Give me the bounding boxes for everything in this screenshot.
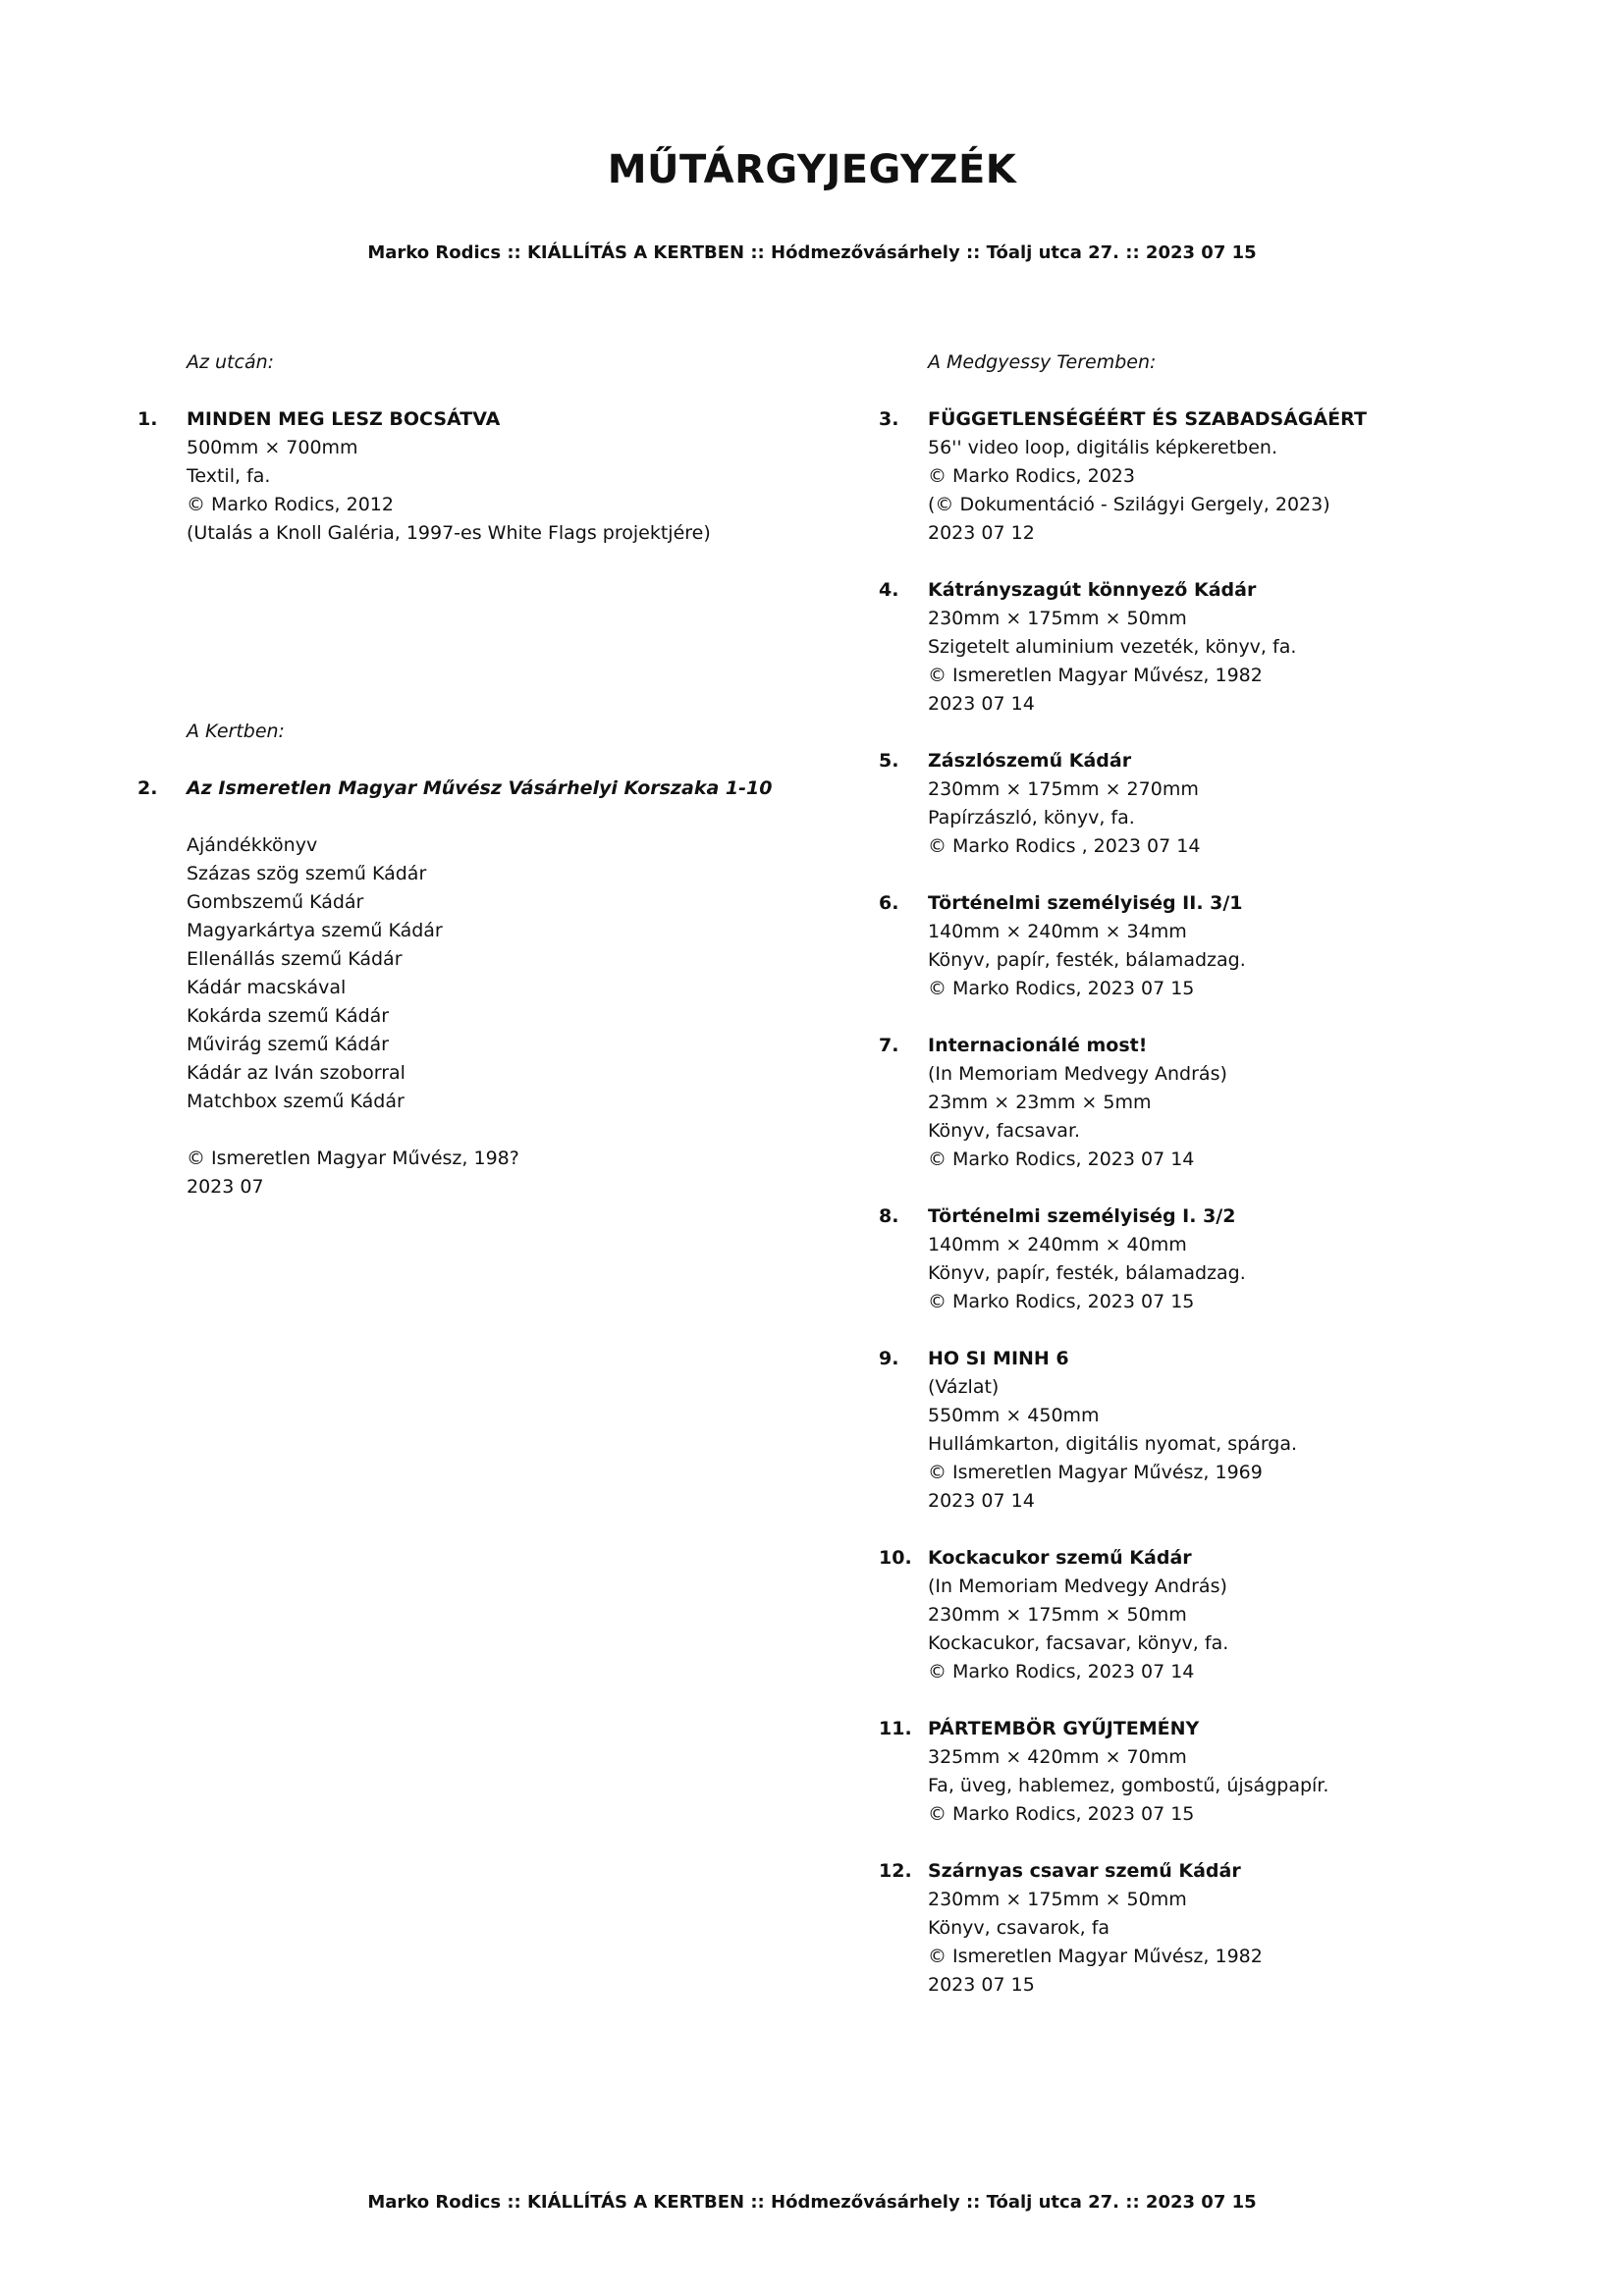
item-detail: Fa, üveg, hablemez, gombostű, újságpapír.	[928, 1775, 1329, 1796]
item-title: Történelmi személyiség II. 3/1	[928, 892, 1243, 914]
page-header: Marko Rodics :: KIÁLLÍTÁS A KERTBEN :: Hódmezővásárhely :: Tóalj utca 27. :: 2023 07 15	[367, 242, 1257, 263]
artwork-item	[879, 1857, 1527, 2000]
item-detail: © Marko Rodics, 2023 07 15	[928, 1291, 1195, 1312]
item-detail: 550mm × 450mm	[928, 1405, 1100, 1426]
item-detail: 2023 07 14	[928, 693, 1035, 715]
item-title: Internacionálé most!	[928, 1035, 1148, 1056]
item-detail: Hullámkarton, digitális nyomat, spárga.	[928, 1433, 1298, 1455]
item-detail: © Marko Rodics , 2023 07 14	[928, 835, 1201, 857]
item-detail: 230mm × 175mm × 50mm	[928, 608, 1187, 629]
item-number: 4.	[879, 579, 899, 601]
item-detail: © Marko Rodics, 2023 07 15	[928, 1803, 1195, 1825]
item-detail: (Vázlat)	[928, 1376, 1000, 1398]
item-detail: © Marko Rodics, 2023 07 15	[928, 978, 1195, 999]
item-number: 5.	[879, 750, 899, 772]
item-title: HO SI MINH 6	[928, 1348, 1069, 1369]
list-item: Kokárda szemű Kádár	[187, 1005, 390, 1027]
item-number: 12.	[879, 1860, 912, 1882]
item-title: Zászlószemű Kádár	[928, 750, 1132, 772]
item-detail: Könyv, papír, festék, bálamadzag.	[928, 1262, 1246, 1284]
section-label-garden: A Kertben:	[187, 721, 285, 742]
item-detail: © Ismeretlen Magyar Művész, 1982	[928, 665, 1263, 686]
item-title: Kátrányszagút könnyező Kádár	[928, 579, 1257, 601]
item-material: Textil, fa.	[187, 465, 271, 487]
item-detail: © Marko Rodics, 2023 07 14	[928, 1661, 1195, 1682]
item-title: Kockacukor szemű Kádár	[928, 1547, 1192, 1569]
item-title: Szárnyas csavar szemű Kádár	[928, 1860, 1241, 1882]
item-detail: © Ismeretlen Magyar Művész, 1982	[928, 1946, 1263, 1967]
item-number: 1.	[137, 408, 158, 430]
item-detail: Könyv, facsavar.	[928, 1120, 1081, 1142]
item-title: PÁRTEMBÖR GYŰJTEMÉNY	[928, 1718, 1200, 1739]
item-title: Az Ismeretlen Magyar Művész Vásárhelyi Korszaka 1-10	[187, 777, 773, 799]
item-number: 3.	[879, 408, 899, 430]
list-item: Ellenállás szemű Kádár	[187, 948, 403, 970]
section-label-hall: A Medgyessy Teremben:	[928, 351, 1157, 373]
item-detail: 230mm × 175mm × 50mm	[928, 1604, 1187, 1626]
artwork-item	[879, 576, 1527, 719]
item-detail: (© Dokumentáció - Szilágyi Gergely, 2023)	[928, 494, 1330, 515]
item-copyright: © Marko Rodics, 2012	[187, 494, 394, 515]
artwork-item	[879, 405, 1527, 548]
item-number: 2.	[137, 777, 158, 799]
item-dimensions: 500mm × 700mm	[187, 437, 358, 458]
section-label-street: Az utcán:	[187, 351, 275, 373]
item-title: FÜGGETLENSÉGÉÉRT ÉS SZABADSÁGÁÉRT	[928, 408, 1367, 430]
artwork-item	[879, 747, 1527, 861]
left-column-street	[137, 348, 844, 548]
item-date: 2023 07	[187, 1176, 264, 1198]
list-item: Ajándékkönyv	[187, 834, 318, 856]
item-detail: 230mm × 175mm × 50mm	[928, 1889, 1187, 1910]
artwork-item	[137, 774, 844, 1201]
item-detail: 2023 07 15	[928, 1974, 1035, 1996]
item-detail: Könyv, papír, festék, bálamadzag.	[928, 949, 1246, 971]
item-detail: 2023 07 12	[928, 522, 1035, 544]
item-number: 11.	[879, 1718, 912, 1739]
list-item: Százas szög szemű Kádár	[187, 863, 427, 884]
item-detail: Kockacukor, facsavar, könyv, fa.	[928, 1632, 1229, 1654]
artwork-item	[879, 1715, 1527, 1829]
item-title: Történelmi személyiség I. 3/2	[928, 1205, 1236, 1227]
item-detail: Könyv, csavarok, fa	[928, 1917, 1110, 1939]
list-item: Gombszemű Kádár	[187, 891, 364, 913]
left-column-garden	[137, 718, 844, 1201]
item-detail: 56'' video loop, digitális képkeretben.	[928, 437, 1277, 458]
item-detail: 2023 07 14	[928, 1490, 1035, 1512]
item-detail: Papírzászló, könyv, fa.	[928, 807, 1135, 828]
artwork-item	[879, 1345, 1527, 1516]
item-detail: (In Memoriam Medvegy András)	[928, 1063, 1227, 1085]
item-detail: 140mm × 240mm × 40mm	[928, 1234, 1187, 1255]
page-title: MŰTÁRGYJEGYZÉK	[607, 147, 1017, 192]
item-number: 8.	[879, 1205, 899, 1227]
item-detail: 23mm × 23mm × 5mm	[928, 1092, 1152, 1113]
artwork-item	[879, 1202, 1527, 1316]
item-number: 7.	[879, 1035, 899, 1056]
artwork-item	[879, 1032, 1527, 1174]
item-number: 10.	[879, 1547, 912, 1569]
item-number: 6.	[879, 892, 899, 914]
item-detail: © Marko Rodics, 2023 07 14	[928, 1148, 1195, 1170]
item-number: 9.	[879, 1348, 899, 1369]
list-item: Művirág szemű Kádár	[187, 1034, 389, 1055]
page-footer: Marko Rodics :: KIÁLLÍTÁS A KERTBEN :: Hódmezővásárhely :: Tóalj utca 27. :: 2023 07 15	[367, 2192, 1257, 2213]
item-detail: 140mm × 240mm × 34mm	[928, 921, 1187, 942]
right-column-hall	[879, 348, 1527, 2000]
item-copyright: © Ismeretlen Magyar Művész, 198?	[187, 1148, 519, 1169]
list-item: Magyarkártya szemű Kádár	[187, 920, 443, 941]
artwork-item	[137, 405, 844, 548]
item-detail: © Marko Rodics, 2023	[928, 465, 1135, 487]
item-detail: Szigetelt aluminium vezeték, könyv, fa.	[928, 636, 1297, 658]
artwork-item	[879, 1544, 1527, 1686]
item-detail: © Ismeretlen Magyar Művész, 1969	[928, 1462, 1263, 1483]
item-detail: 230mm × 175mm × 270mm	[928, 778, 1199, 800]
item-detail: 325mm × 420mm × 70mm	[928, 1746, 1187, 1768]
list-item: Matchbox szemű Kádár	[187, 1091, 405, 1112]
artwork-item	[879, 889, 1527, 1003]
item-detail: (In Memoriam Medvegy András)	[928, 1575, 1227, 1597]
item-title: MINDEN MEG LESZ BOCSÁTVA	[187, 408, 501, 430]
list-item: Kádár az Iván szoborral	[187, 1062, 406, 1084]
list-item: Kádár macskával	[187, 977, 347, 998]
item-note: (Utalás a Knoll Galéria, 1997-es White Flags projektjére)	[187, 522, 711, 544]
